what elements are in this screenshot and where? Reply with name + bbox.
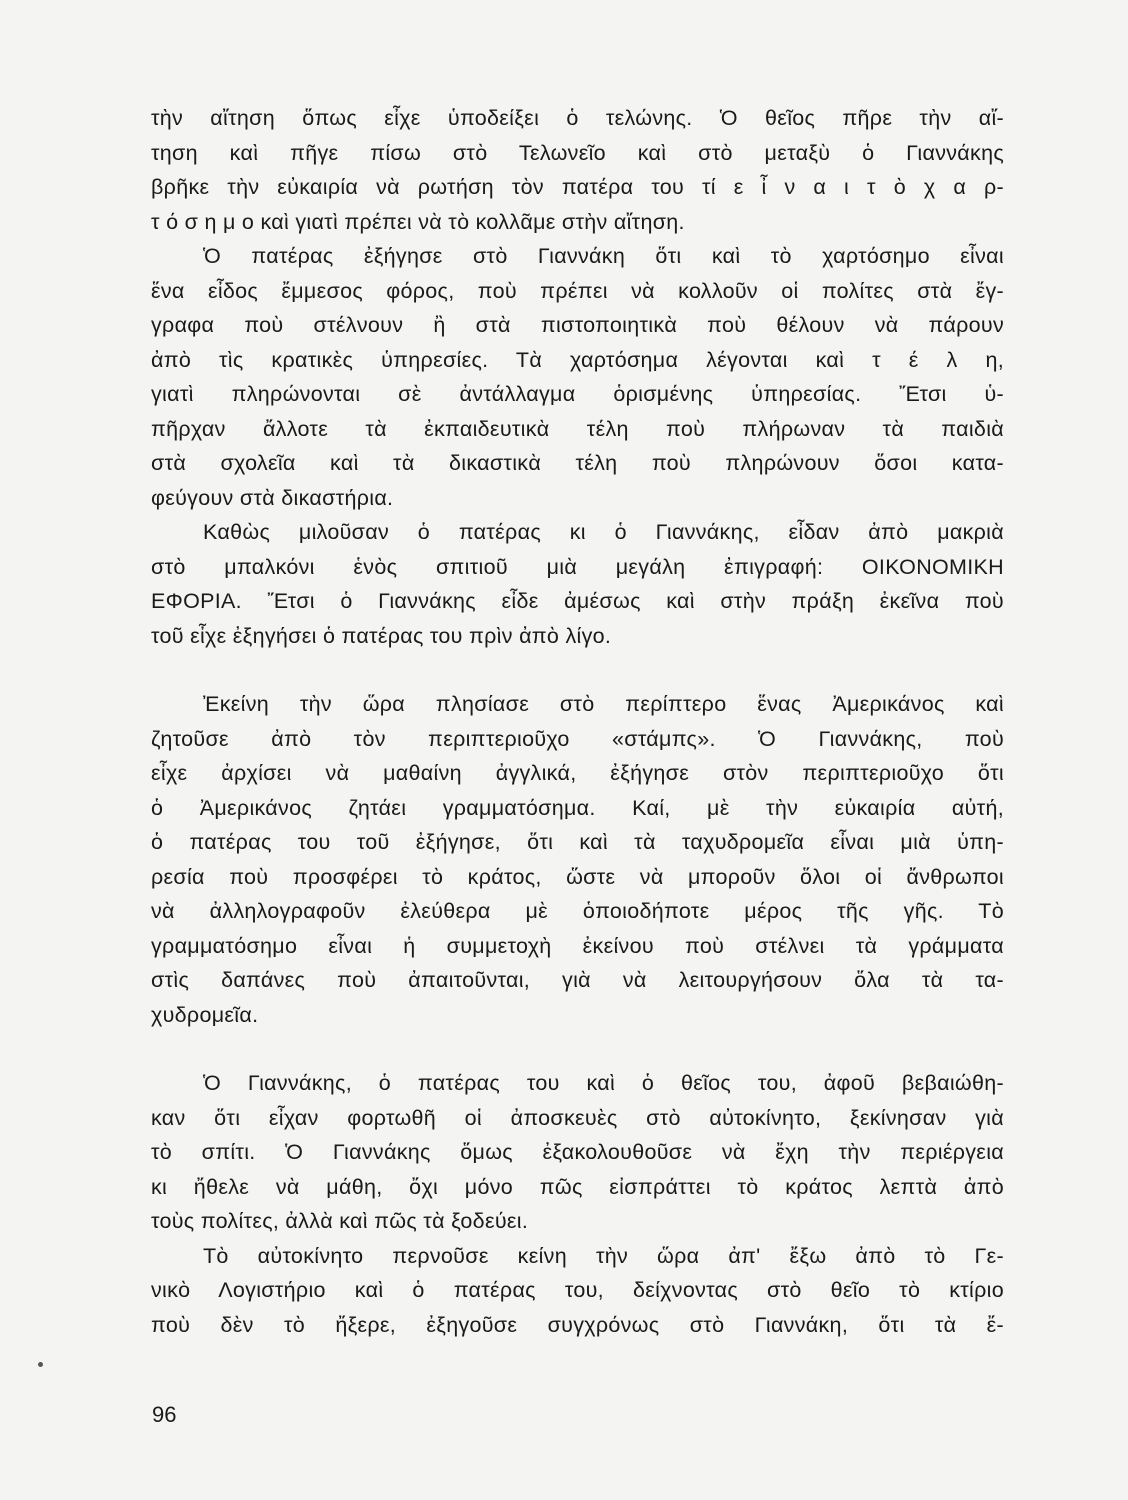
paragraph-gap <box>151 653 1004 687</box>
text-line: χυδρομεῖα. <box>151 1002 259 1027</box>
text-line: τὸ σπίτι. Ὁ Γιαννάκης ὅμως ἐξακολουθοῦσε νὰ ἔχη τὴν περιέργεια <box>151 1140 1004 1164</box>
text-line: ἀπὸ τὶς κρατικὲς ὑπηρεσίες. Τὰ χαρτόσημα λέγονται καὶ τ έ λ η, <box>151 347 1004 372</box>
paragraph <box>151 687 1004 1032</box>
text-line: πῆρχαν ἄλλοτε τὰ ἐκπαιδευτικὰ τέλη ποὺ πλήρωναν τὰ παιδιὰ <box>151 416 1004 441</box>
text-line: ἕνα εἶδος ἔμμεσος φόρος, ποὺ πρέπει νὰ κολλοῦν οἱ πολίτες στὰ ἔγ- <box>151 278 1004 303</box>
paragraph <box>151 1066 1004 1239</box>
text-line: ὁ Ἀμερικάνος ζητάει γραμματόσημα. Καί, μὲ τὴν εὐκαιρία αὐτή, <box>151 795 1004 820</box>
text-line: βρῆκε τὴν εὐκαιρία νὰ ρωτήση τὸν πατέρα του τί ε ἶ ν α ι τ ὸ χ α ρ- <box>151 175 1004 199</box>
text-line: ποὺ δὲν τὸ ἤξερε, ἐξηγοῦσε συγχρόνως στὸ Γιαννάκη, ὅτι τὰ ἔ- <box>151 1312 1004 1337</box>
text-line: ρεσία ποὺ προσφέρει τὸ κράτος, ὥστε νὰ μποροῦν ὅλοι οἱ ἄνθρωποι <box>151 864 1004 889</box>
print-speck <box>38 1362 43 1367</box>
text-line: στὰ σχολεῖα καὶ τὰ δικαστικὰ τέλη ποὺ πληρώνουν ὅσοι κατα- <box>151 451 1004 475</box>
text-line: Τὸ αὐτοκίνητο περνοῦσε κείνη τὴν ὥρα ἀπ' ἔξω ἀπὸ τὸ Γε- <box>203 1243 1004 1268</box>
text-line: ΕΦΟΡΙΑ. Ἔτσι ὁ Γιαννάκης εἶδε ἀμέσως καὶ στὴν πράξη ἐκεῖνα ποὺ <box>151 589 1004 613</box>
text-line: φεύγουν στὰ δικαστήρια. <box>151 485 394 510</box>
text-line: νὰ ἀλληλογραφοῦν ἐλεύθερα μὲ ὁποιοδήποτε μέρος τῆς γῆς. Τὸ <box>151 899 1004 923</box>
text-line: στὶς δαπάνες ποὺ ἀπαιτοῦνται, γιὰ νὰ λειτουργήσουν ὅλα τὰ τα- <box>151 968 1004 992</box>
text-line: γραμματόσημο εἶναι ἡ συμμετοχὴ ἐκείνου ποὺ στέλνει τὰ γράμματα <box>151 933 1004 958</box>
body-text <box>151 101 1004 1342</box>
text-line: Ἐκείνη τὴν ὥρα πλησίασε στὸ περίπτερο ἕνας Ἀμερικάνος καὶ <box>203 692 1004 716</box>
text-line: ζητοῦσε ἀπὸ τὸν περιπτεριοῦχο «στάμπς». Ὁ Γιαννάκης, ποὺ <box>151 726 1004 751</box>
paragraph-gap <box>151 1032 1004 1066</box>
paragraph <box>151 239 1004 515</box>
text-line: τηση καὶ πῆγε πίσω στὸ Τελωνεῖο καὶ στὸ μεταξὺ ὁ Γιαννάκης <box>151 140 1004 165</box>
text-line: καν ὅτι εἶχαν φορτωθῆ οἱ ἀποσκευὲς στὸ αὐτοκίνητο, ξεκίνησαν γιὰ <box>151 1105 1004 1130</box>
text-line: ὁ πατέρας του τοῦ ἐξήγησε, ὅτι καὶ τὰ ταχυδρομεῖα εἶναι μιὰ ὑπη- <box>151 830 1004 854</box>
text-line: Ὁ Γιαννάκης, ὁ πατέρας του καὶ ὁ θεῖος του, ἀφοῦ βεβαιώθη- <box>203 1071 1004 1095</box>
paragraph <box>151 101 1004 239</box>
text-line: γραφα ποὺ στέλνουν ἢ στὰ πιστοποιητικὰ ποὺ θέλουν νὰ πάρουν <box>151 313 1004 337</box>
paragraph <box>151 515 1004 653</box>
text-line: κι ἤθελε νὰ μάθη, ὄχι μόνο πῶς εἰσπράττει τὸ κράτος λεπτὰ ἀπὸ <box>151 1174 1004 1199</box>
text-line: Ὁ πατέρας ἐξήγησε στὸ Γιαννάκη ὅτι καὶ τὸ χαρτόσημο εἶναι <box>203 244 1004 268</box>
text-line: τ ό σ η μ ο καὶ γιατὶ πρέπει νὰ τὸ κολλᾶμε στὴν αἴτηση. <box>151 209 685 234</box>
text-line: τοὺς πολίτες, ἀλλὰ καὶ πῶς τὰ ξοδεύει. <box>151 1209 529 1233</box>
text-line: νικὸ Λογιστήριο καὶ ὁ πατέρας του, δείχνοντας στὸ θεῖο τὸ κτίριο <box>151 1278 1004 1302</box>
text-line: Καθὼς μιλοῦσαν ὁ πατέρας κι ὁ Γιαννάκης, εἶδαν ἀπὸ μακριὰ <box>203 520 1004 544</box>
text-line: στὸ μπαλκόνι ἑνὸς σπιτιοῦ μιὰ μεγάλη ἐπιγραφή: ΟΙΚΟΝΟΜΙΚΗ <box>151 554 1004 579</box>
text-line: γιατὶ πληρώνονται σὲ ἀντάλλαγμα ὁρισμένης ὑπηρεσίας. Ἔτσι ὑ- <box>151 382 1004 406</box>
paragraph <box>151 1239 1004 1343</box>
text-line: τοῦ εἶχε ἐξηγήσει ὁ πατέρας του πρὶν ἀπὸ λίγο. <box>151 623 612 648</box>
text-line: εἶχε ἀρχίσει νὰ μαθαίνη ἀγγλικά, ἐξήγησε στὸν περιπτεριοῦχο ὅτι <box>151 761 1004 785</box>
text-line: τὴν αἴτηση ὅπως εἶχε ὑποδείξει ὁ τελώνης. Ὁ θεῖος πῆρε τὴν αἴ- <box>151 106 1004 130</box>
page-number: 96 <box>152 1402 177 1427</box>
